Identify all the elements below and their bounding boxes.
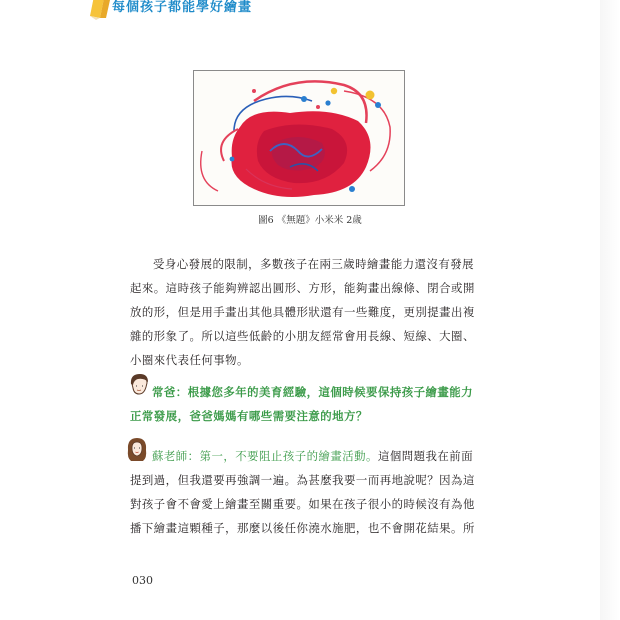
question-line xyxy=(130,380,490,404)
answer-text: 這個問題我在前面 xyxy=(377,449,474,463)
intro-line: 放的形，但是用手畫出其他具體形狀還有一些難度，更別提畫出複 xyxy=(130,305,475,319)
answer-line: 對孩子會不會愛上繪畫至關重要。如果在孩子很小的時候沒有為他 xyxy=(130,497,475,511)
figure-painting xyxy=(193,70,405,206)
speaker-dad: 常爸： xyxy=(152,385,188,399)
question-block xyxy=(130,380,490,428)
intro-line: 雜的形象了。所以這些低齡的小朋友經常會用長線、短線、大圈、 xyxy=(130,329,475,343)
speaker-teacher: 蘇老師： xyxy=(152,449,200,463)
question-text: 根據您多年的美育經驗，這個時候要保持孩子繪畫能力 xyxy=(187,385,474,399)
answer-block xyxy=(130,444,490,540)
header xyxy=(0,0,620,14)
answer-line xyxy=(130,444,490,468)
intro-line: 受身心發展的限制，多數孩子在兩三歲時繪畫能力還沒有發展 xyxy=(153,257,475,271)
answer-highlight: 第一，不要阻止孩子的繪畫活動。 xyxy=(199,449,378,463)
page-number: 030 xyxy=(132,574,153,587)
intro-line: 起來。這時孩子能夠辨認出圓形、方形，能夠畫出線條、閉合或開 xyxy=(130,281,475,295)
answer-line: 提到過，但我還要再強調一遍。為甚麼我要一而再地說呢？因為這 xyxy=(130,473,475,487)
answer-line: 播下繪畫這顆種子，那麼以後任你澆水施肥，也不會開花結果。所 xyxy=(130,521,475,535)
figure-caption: 圖6 《無題》小米米 2歲 xyxy=(258,215,362,226)
intro-line: 小圈來代表任何事物。 xyxy=(130,353,249,367)
header-title: 每個孩子都能學好繪畫 xyxy=(112,0,253,15)
question-line: 正常發展，爸爸媽媽有哪些需要注意的地方？ xyxy=(130,409,368,423)
intro-paragraph xyxy=(130,252,490,372)
page-edge xyxy=(600,0,620,620)
